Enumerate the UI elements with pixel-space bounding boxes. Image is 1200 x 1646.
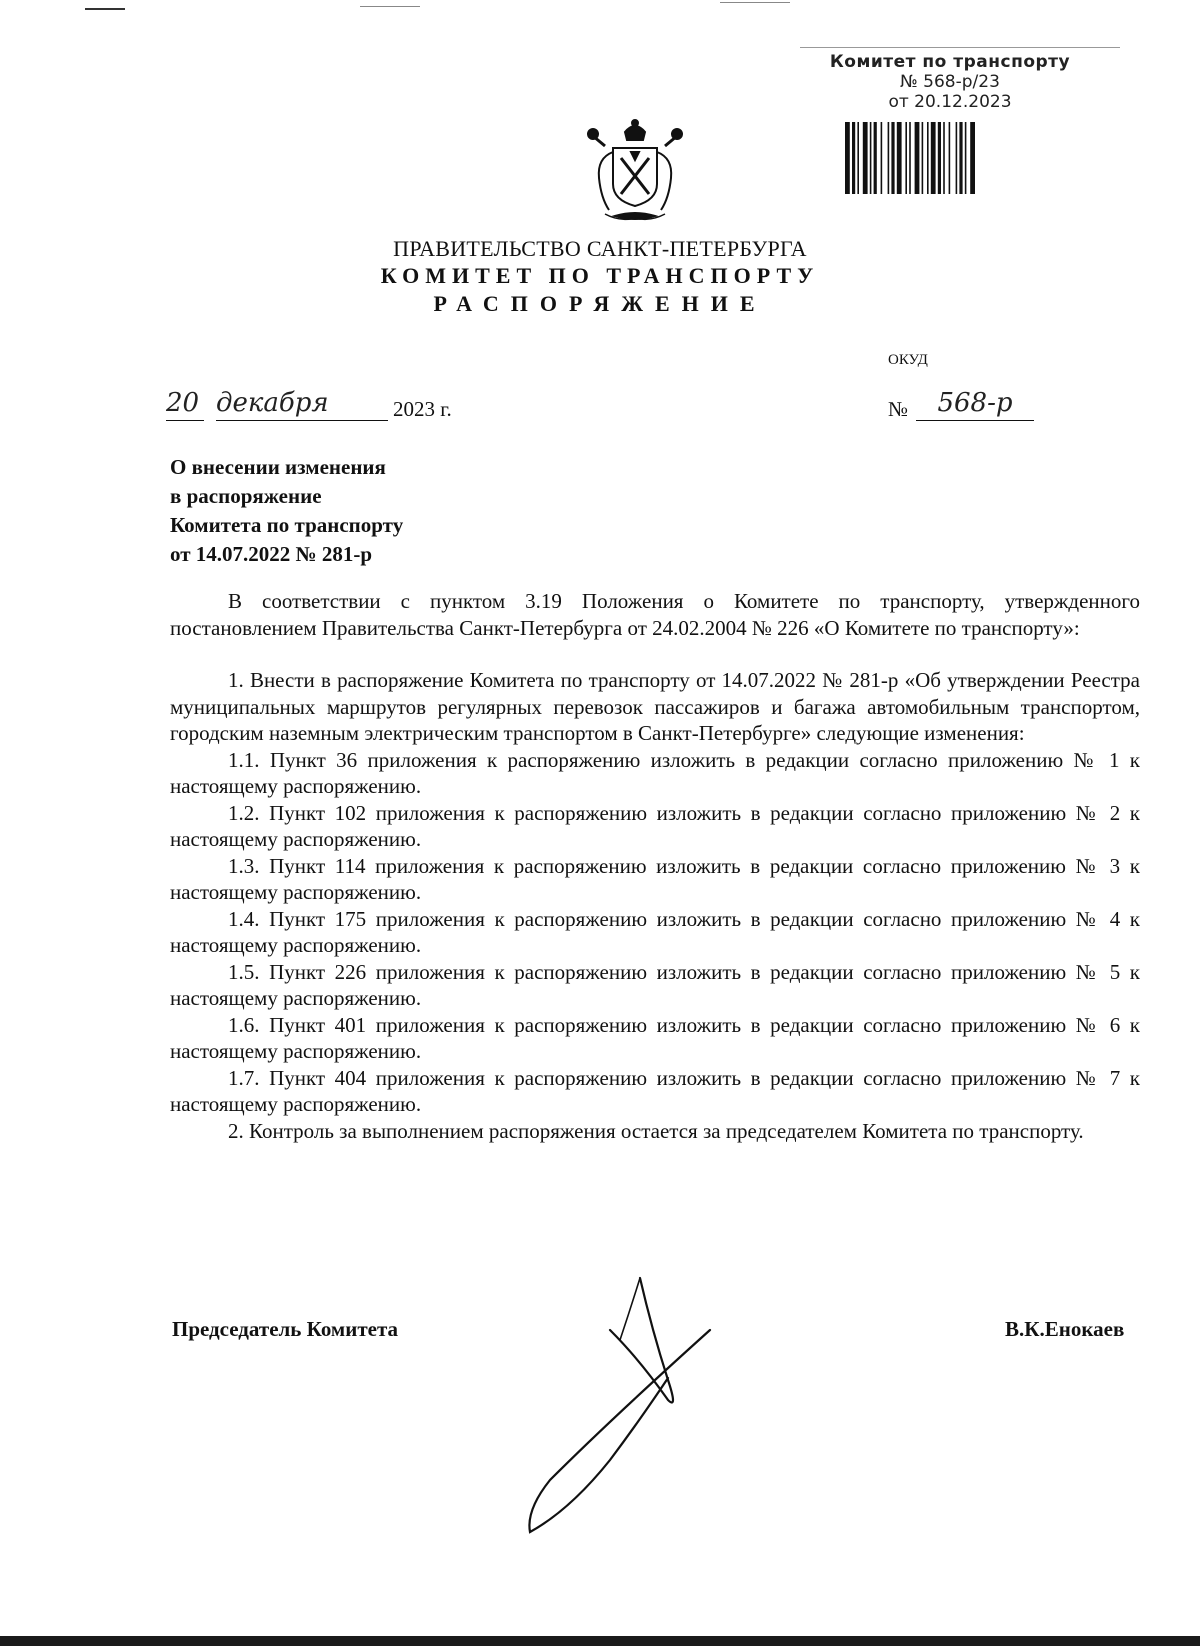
- number-line: [888, 388, 1058, 422]
- barcode-icon: [845, 122, 1043, 194]
- item-1-4: 1.4. Пункт 175 приложения к распоряжению изложить в редакции согласно приложению № 4 к настоящему распоряжению.: [170, 906, 1140, 957]
- okud-label: ОКУД: [888, 352, 928, 368]
- subject-line: в распоряжение: [170, 484, 322, 508]
- stamp-number: № 568-р/23: [900, 72, 1000, 92]
- document-body: [170, 588, 1140, 1144]
- coat-of-arms-icon: [585, 118, 685, 230]
- item-1-5: 1.5. Пункт 226 приложения к распоряжению изложить в редакции согласно приложению № 5 к настоящему распоряжению.: [170, 959, 1140, 1010]
- number-sign: №: [888, 397, 909, 421]
- stamp-frame: [800, 47, 1120, 48]
- subject-block: [170, 453, 403, 569]
- date-month: декабря: [216, 388, 388, 421]
- subject-line: О внесении изменения: [170, 455, 386, 479]
- date-year: 2023 г.: [393, 397, 452, 421]
- scan-artifact: [85, 8, 125, 10]
- preamble: В соответствии с пунктом 3.19 Положения о Комитете по транспорту, утвержденного постановлением Правительства Санкт-Петербурга от 24.02.2004 № 226 «О Комитете по транспорту»:: [170, 589, 1140, 640]
- scan-bottom-edge: [0, 1636, 1200, 1646]
- document-header: [300, 236, 900, 318]
- number-value: 568-р: [916, 388, 1034, 421]
- signatory-title: Председатель Комитета: [172, 1317, 399, 1341]
- item-1-2: 1.2. Пункт 102 приложения к распоряжению изложить в редакции согласно приложению № 2 к настоящему распоряжению.: [170, 800, 1140, 851]
- government-title: ПРАВИТЕЛЬСТВО САНКТ-ПЕТЕРБУРГА: [393, 236, 807, 261]
- stamp-org: Комитет по транспорту: [829, 52, 1071, 72]
- document-type: РАСПОРЯЖЕНИЕ: [433, 291, 767, 316]
- registration-stamp: [815, 52, 1085, 112]
- committee-title: КОМИТЕТ ПО ТРАНСПОРТУ: [380, 263, 820, 288]
- item-1: 1. Внести в распоряжение Комитета по транспорту от 14.07.2022 № 281-р «Об утверждении Реестра муниципальных маршрутов регулярных перевозок пассажиров и багажа автомобильным транспортом, городским наземным электрическим транспортом в Санкт-Петербурге» следующие изменения:: [170, 668, 1140, 745]
- signatory-name: В.К.Енокаев: [1005, 1317, 1125, 1341]
- date-day: 20: [166, 388, 204, 421]
- handwritten-signature: [490, 1270, 750, 1540]
- item-2: 2. Контроль за выполнением распоряжения остается за председателем Комитета по транспорту.: [228, 1118, 1084, 1143]
- scan-artifact: [360, 6, 420, 7]
- item-1-6: 1.6. Пункт 401 приложения к распоряжению изложить в редакции согласно приложению № 6 к настоящему распоряжению.: [170, 1012, 1140, 1063]
- subject-line: Комитета по транспорту: [170, 513, 404, 537]
- item-1-7: 1.7. Пункт 404 приложения к распоряжению изложить в редакции согласно приложению № 7 к настоящему распоряжению.: [170, 1065, 1140, 1116]
- item-1-1: 1.1. Пункт 36 приложения к распоряжению изложить в редакции согласно приложению № 1 к настоящему распоряжению.: [170, 747, 1140, 798]
- scan-artifact: [720, 2, 790, 3]
- subject-line: от 14.07.2022 № 281-р: [170, 542, 373, 566]
- date-line: [166, 388, 626, 422]
- item-1-3: 1.3. Пункт 114 приложения к распоряжению изложить в редакции согласно приложению № 3 к настоящему распоряжению.: [170, 853, 1140, 904]
- stamp-date: от 20.12.2023: [888, 92, 1012, 112]
